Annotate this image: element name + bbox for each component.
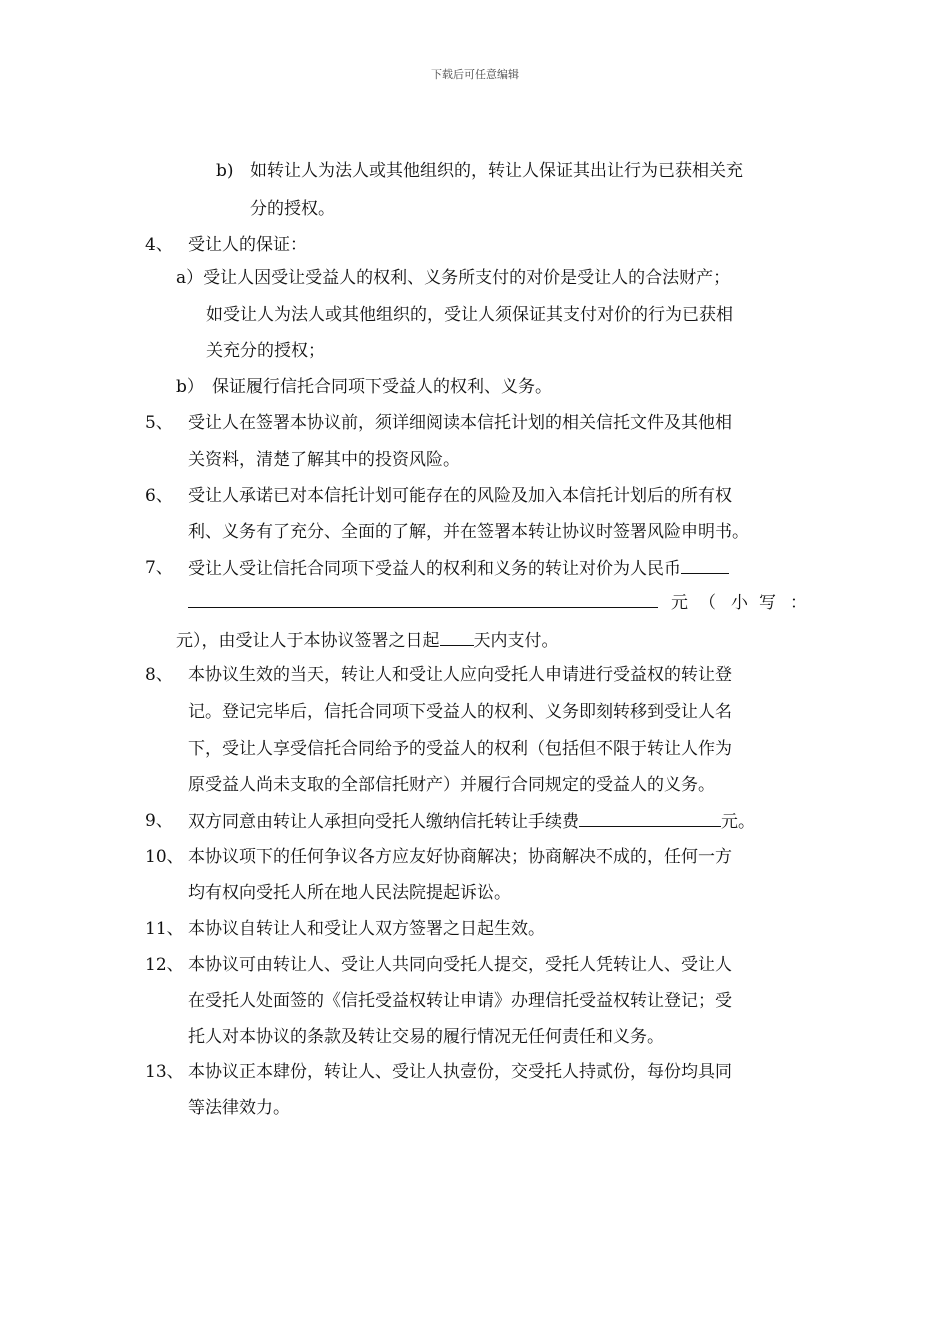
- item-5-line-2: 关资料，清楚了解其中的投资风险。: [188, 450, 460, 470]
- item-10-line-1: 本协议项下的任何争议各方应友好协商解决；协商解决不成的，任何一方: [188, 847, 732, 867]
- item-13-line-1: 本协议正本肆份，转让人、受让人执壹份，交受托人持贰份，每份均具同: [188, 1062, 732, 1082]
- item-7-write: 写: [759, 593, 776, 613]
- item-10-number: 10、: [145, 847, 184, 867]
- item-12-number: 12、: [145, 955, 184, 975]
- days-blank[interactable]: [440, 629, 474, 646]
- item-3b-line-1: 如转让人为法人或其他组织的，转让人保证其出让行为已获相关充: [250, 161, 743, 181]
- item-4-title: 受让人的保证：: [188, 235, 307, 255]
- item-8-line-2: 记。登记完毕后，信托合同项下受益人的权利、义务即刻转移到受让人名: [188, 702, 732, 722]
- item-4a-line-2: 如受让人为法人或其他组织的，受让人须保证其支付对价的行为已获相: [206, 305, 733, 325]
- item-9-number: 9、: [145, 811, 173, 831]
- item-4a-line-1: a）受让人因受让受益人的权利、义务所支付的对价是受让人的合法财产；: [176, 268, 731, 288]
- item-12-line-2: 在受托人处面签的《信托受益权转让申请》办理信托受益权转让登记；受: [188, 991, 732, 1011]
- item-8-line-4: 原受益人尚未支取的全部信托财产）并履行合同规定的受益人的义务。: [188, 775, 715, 795]
- item-12-line-3: 托人对本协议的条款及转让交易的履行情况无任何责任和义务。: [188, 1027, 664, 1047]
- amount-blank-start[interactable]: [681, 557, 729, 574]
- amount-blank-line[interactable]: [188, 591, 658, 608]
- item-12-line-1: 本协议可由转让人、受让人共同向受托人提交，受托人凭转让人、受让人: [188, 955, 732, 975]
- item-8-number: 8、: [145, 665, 173, 685]
- item-7-line-1: [188, 557, 729, 580]
- item-7-yuan: 元: [671, 593, 688, 613]
- item-4b-text: 保证履行信托合同项下受益人的权利、义务。: [212, 377, 552, 397]
- item-4b-label: b）: [176, 377, 204, 397]
- item-7-small: 小: [731, 593, 748, 613]
- item-7-number: 7、: [145, 558, 173, 578]
- item-4a-line-3: 关充分的授权；: [206, 341, 325, 361]
- item-5-line-1: 受让人在签署本协议前，须详细阅读本信托计划的相关信托文件及其他相: [188, 413, 732, 433]
- item-11-number: 11、: [145, 919, 184, 939]
- item-5-number: 5、: [145, 413, 173, 433]
- item-13-number: 13、: [145, 1062, 184, 1082]
- item-6-line-1: 受让人承诺已对本信托计划可能存在的风险及加入本信托计划后的所有权: [188, 486, 732, 506]
- item-7-line-1-text: 受让人受让信托合同项下受益人的权利和义务的转让对价为人民币: [188, 559, 681, 579]
- item-7-paren-open: （: [699, 593, 716, 613]
- item-8-line-1: 本协议生效的当天，转让人和受让人应向受托人申请进行受益权的转让登: [188, 665, 732, 685]
- item-7-line-3-text-b: 天内支付。: [473, 631, 559, 651]
- item-6-number: 6、: [145, 486, 173, 506]
- item-10-line-2: 均有权向受托人所在地人民法院提起诉讼。: [188, 883, 511, 903]
- item-11-line-1: 本协议自转让人和受让人双方签署之日起生效。: [188, 919, 545, 939]
- item-9-line-1-text: 双方同意由转让人承担向受托人缴纳信托转让手续费: [188, 812, 579, 832]
- page-header: 下载后可任意编辑: [431, 68, 519, 81]
- item-4-number: 4、: [145, 235, 173, 255]
- item-3b-line-2: 分的授权。: [250, 199, 335, 219]
- item-7-colon: ：: [790, 593, 807, 613]
- item-3b-label: b): [216, 161, 234, 181]
- item-9-tail: 元。: [721, 812, 755, 832]
- item-7-line-3-text-a: 元），由受让人于本协议签署之日起: [176, 631, 440, 651]
- item-7-line-3: [176, 629, 559, 652]
- item-8-line-3: 下，受让人享受信托合同给予的受益人的权利（包括但不限于转让人作为: [188, 739, 732, 759]
- item-13-line-2: 等法律效力。: [188, 1098, 290, 1118]
- fee-blank[interactable]: [579, 810, 721, 827]
- item-6-line-2: 利、义务有了充分、全面的了解，并在签署本转让协议时签署风险申明书。: [188, 522, 749, 542]
- item-9-line-1: [188, 810, 755, 833]
